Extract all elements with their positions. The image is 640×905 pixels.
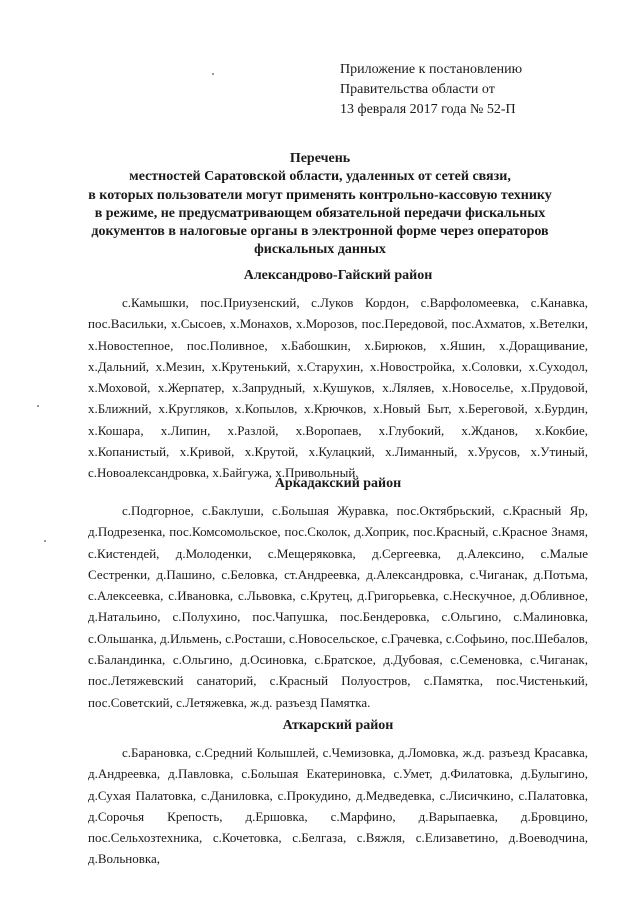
district-section xyxy=(88,716,588,870)
document-title xyxy=(70,150,570,260)
district-section xyxy=(88,474,588,713)
title-line: Перечень xyxy=(289,151,351,166)
title-line: в которых пользователи могут применять контрольно-кассовую технику xyxy=(88,187,552,203)
approval-note-line: Правительства области от xyxy=(340,82,495,97)
district-settlements: с.Барановка, с.Средний Колышлей, с.Чемизовка, д.Ломовка, ж.д. разъезд Красавка, д.Андреевка, д.Павловка, с.Большая Екатериновка, с.Умет, д.Филатовка, д.Булыгино, д.Сухая Палатовка, с.Даниловка, с.Прокудино, д.Медведевка, с.Лисичкино, с.Палатовка, д.Сорочья Крепость, д.Ершовка, с.Марфино, д.Варыпаевка, д.Бровцино, пос.Сельхозтехника, с.Кочетовка, с.Белгаза, с.Вяжля, с.Елизаветино, д.Воеводчина, д.Вольновка, xyxy=(88,745,588,867)
district-settlements: с.Подгорное, с.Баклуши, с.Большая Журавка, пос.Октябрьский, с.Красный Яр, д.Подрезенка, пос.Комсомольское, пос.Сколок, д.Хоприк, пос.Красный, с.Красное Знамя, с.Кистендей, д.Молоденки, с.Мещеряковка, д.Сергеевка, д.Алексино, с.Малые Сестренки, д.Пашино, с.Беловка, ст.Андреевка, д.Александровка, с.Чиганак, д.Потьма, с.Алексеевка, с.Ивановка, с.Львовка, с.Крутец, д.Григорьевка, с.Нескучное, д.Обливное, д.Натальино, с.Полухино, пос.Чапушка, пос.Бендеровка, с.Ольгино, с.Малиновка, с.Ольшанка, д.Ильмень, с.Росташи, с.Новосельское, с.Грачевка, с.Софьино, пос.Шебалов, с.Баландинка, с.Ольгино, д.Осиновка, с.Братское, д.Дубовая, с.Семеновка, с.Чиганак, пос.Летяжевский санаторий, с.Красный Полуостров, с.Памятка, пос.Чистенький, пос.Советский, с.Летяжевка, ж.д. разъезд Памятка. xyxy=(88,503,588,710)
title-line: фискальных данных xyxy=(254,242,386,258)
approval-note-line: 13 февраля 2017 года № 52-П xyxy=(340,102,516,117)
approval-note xyxy=(340,60,600,120)
district-settlements: с.Камышки, пос.Приузенский, с.Луков Кордон, с.Варфоломеевка, с.Канавка, пос.Васильки, х.Сысоев, х.Монахов, х.Морозов, пос.Передовой, пос.Ахматов, х.Ветелки, х.Новостепное, пос.Поливное, х.Бабошкин, х.Бирюков, х.Яшин, х.Доращивание, х.Дальний, х.Мезин, х.Крутенький, х.Старухин, х.Новостройка, х.Соловки, х.Суходол, х.Моховой, х.Жерпатер, х.Запрудный, х.Кушуков, х.Ляляев, х.Новоселье, х.Прудовой, х.Ближний, х.Кругляков, х.Копылов, х.Крючков, х.Новый Быт, х.Береговой, х.Бурдин, х.Кошара, х.Липин, х.Разлой, х.Воропаев, х.Глубокий, х.Жданов, х.Кокбие, х.Копанистый, х.Кривой, х.Крутой, х.Кулацкий, х.Лиманный, х.Урусов, х.Утиный, с.Новоалександровка, х.Байгужа, х.Привольный. xyxy=(88,295,588,481)
district-heading: Аркадакский район xyxy=(274,476,402,491)
scan-speck xyxy=(212,73,214,75)
district-heading: Александрово-Гайский район xyxy=(243,268,433,283)
title-line: в режиме, не предусматривающем обязательной передачи фискальных xyxy=(94,205,546,221)
district-heading: Аткарский район xyxy=(282,718,394,733)
scan-speck xyxy=(37,405,39,407)
title-line: местностей Саратовской области, удаленных от сетей связи, xyxy=(129,169,511,185)
approval-note-line: Приложение к постановлению xyxy=(340,62,523,77)
district-section xyxy=(88,266,588,484)
title-line: документов в налоговые органы в электронной форме через операторов xyxy=(91,224,549,240)
scan-speck xyxy=(44,540,46,542)
